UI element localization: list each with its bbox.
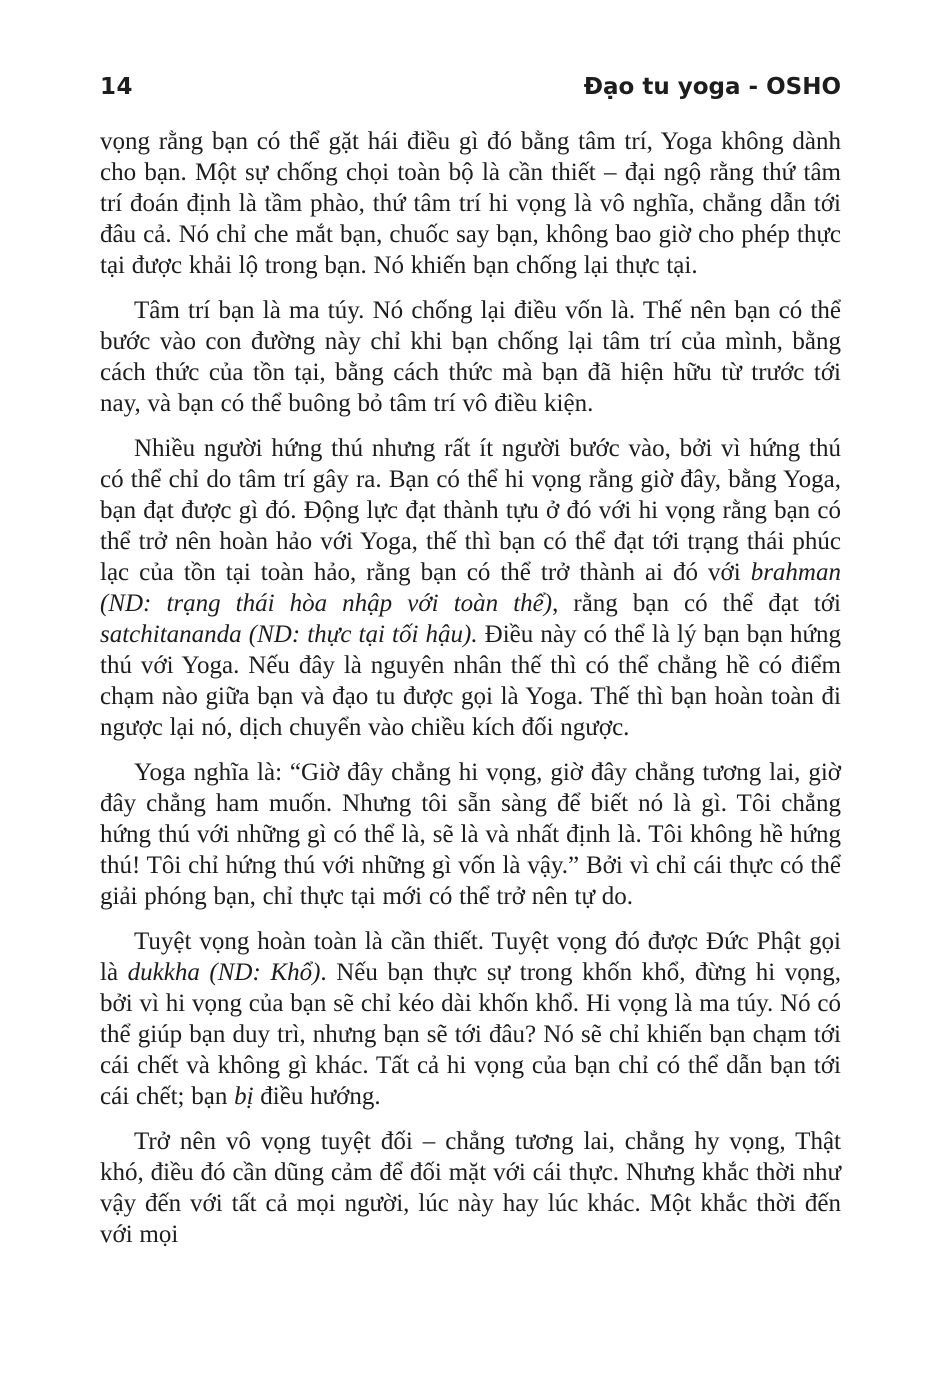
- italic-text-run: bị: [234, 1083, 254, 1110]
- text-run: Nhiều người hứng thú nhưng rất ít người bước vào, bởi vì hứng thú có thể chỉ do tâm trí gây ra. Bạn có thể hi vọng rằng giờ đây, bằng Yoga, bạn đạt được gì đó. Động lực đạt thành tựu ở đó với hi vọng rằng bạn có thể trở nên hoàn hảo với Yoga, thế thì bạn có thể đạt tới trạng thái phúc lạc của tồn tại toàn hảo, rằng bạn có thể trở thành ai đó với: [100, 435, 841, 586]
- paragraph: [100, 433, 841, 743]
- paragraph: [100, 295, 841, 419]
- page-header: [100, 74, 841, 100]
- italic-text-run: dukkha (ND: Khổ): [127, 959, 321, 986]
- italic-text-run: satchitananda (ND: thực tại tối hậu).: [100, 621, 478, 648]
- text-run: Điều này có thể là lý bạn bạn hứng thú với Yoga. Nếu đây là nguyên nhân thế thì có thể chẳng hề có điểm chạm nào giữa bạn và đạo tu được gọi là Yoga. Thế thì bạn hoàn toàn đi ngược lại nó, dịch chuyển vào chiều kích đối ngược.: [100, 621, 842, 741]
- text-run: vọng rằng bạn có thể gặt hái điều gì đó bằng tâm trí, Yoga không dành cho bạn. Một sự chống chọi toàn bộ là cần thiết – đại ngộ rằng thứ tâm trí đoán định là tầm phào, thứ tâm trí hi vọng là vô nghĩa, chẳng dẫn tới đâu cả. Nó chỉ che mắt bạn, chuốc say bạn, không bao giờ cho phép thực tại được khải lộ trong bạn. Nó khiến bạn chống lại thực tại.: [100, 128, 841, 279]
- text-run: , rằng bạn có thể đạt tới: [552, 590, 841, 617]
- paragraph: [100, 1126, 841, 1250]
- page-number: 14: [100, 74, 134, 100]
- paragraph: [100, 126, 841, 281]
- text-run: Trở nên vô vọng tuyệt đối – chẳng tương lai, chẳng hy vọng, Thật khó, điều đó cần dũng cảm để đối mặt với cái thực. Nhưng khắc thời như vậy đến với tất cả mọi người, lúc này hay lúc khác. Một khắc thời đến với mọi: [100, 1128, 841, 1248]
- text-run: điều hướng.: [253, 1083, 381, 1110]
- text-run: Yoga nghĩa là: “Giờ đây chẳng hi vọng, giờ đây chẳng tương lai, giờ đây chẳng ham muốn. Nhưng tôi sẵn sàng để biết nó là gì. Tôi chẳng hứng thú với những gì có thể là, sẽ là và nhất định là. Tôi không hề hứng thú! Tôi chỉ hứng thú với những gì vốn là vậy.” Bởi vì chỉ cái thực có thể giải phóng bạn, chỉ thực tại mới có thể trở nên tự do.: [100, 759, 841, 910]
- paragraph: [100, 757, 841, 912]
- italic-text-run: brahman (ND: trạng thái hòa nhập với toàn thể): [100, 559, 841, 617]
- running-title: Đạo tu yoga - OSHO: [583, 74, 841, 100]
- text-run: Tâm trí bạn là ma túy. Nó chống lại điều vốn là. Thế nên bạn có thể bước vào con đường này chỉ khi bạn chống lại tâm trí của mình, bằng cách thức của tồn tại, bằng cách thức mà bạn đã hiện hữu từ trước tới nay, và bạn có thể buông bỏ tâm trí vô điều kiện.: [100, 297, 841, 417]
- paragraph: [100, 926, 841, 1112]
- text-run: Tuyệt vọng hoàn toàn là cần thiết. Tuyệt vọng đó được Đức Phật gọi là: [100, 928, 841, 986]
- page-body: [100, 126, 841, 1250]
- text-run: . Nếu bạn thực sự trong khốn khổ, đừng hi vọng, bởi vì hi vọng của bạn sẽ chỉ kéo dài khốn khổ. Hi vọng là ma túy. Nó có thể giúp bạn duy trì, nhưng bạn sẽ tới đâu? Nó sẽ chỉ khiến bạn chạm tới cái chết và không gì khác. Tất cả hi vọng của bạn chỉ có thể dẫn bạn tới cái chết; bạn: [100, 959, 841, 1110]
